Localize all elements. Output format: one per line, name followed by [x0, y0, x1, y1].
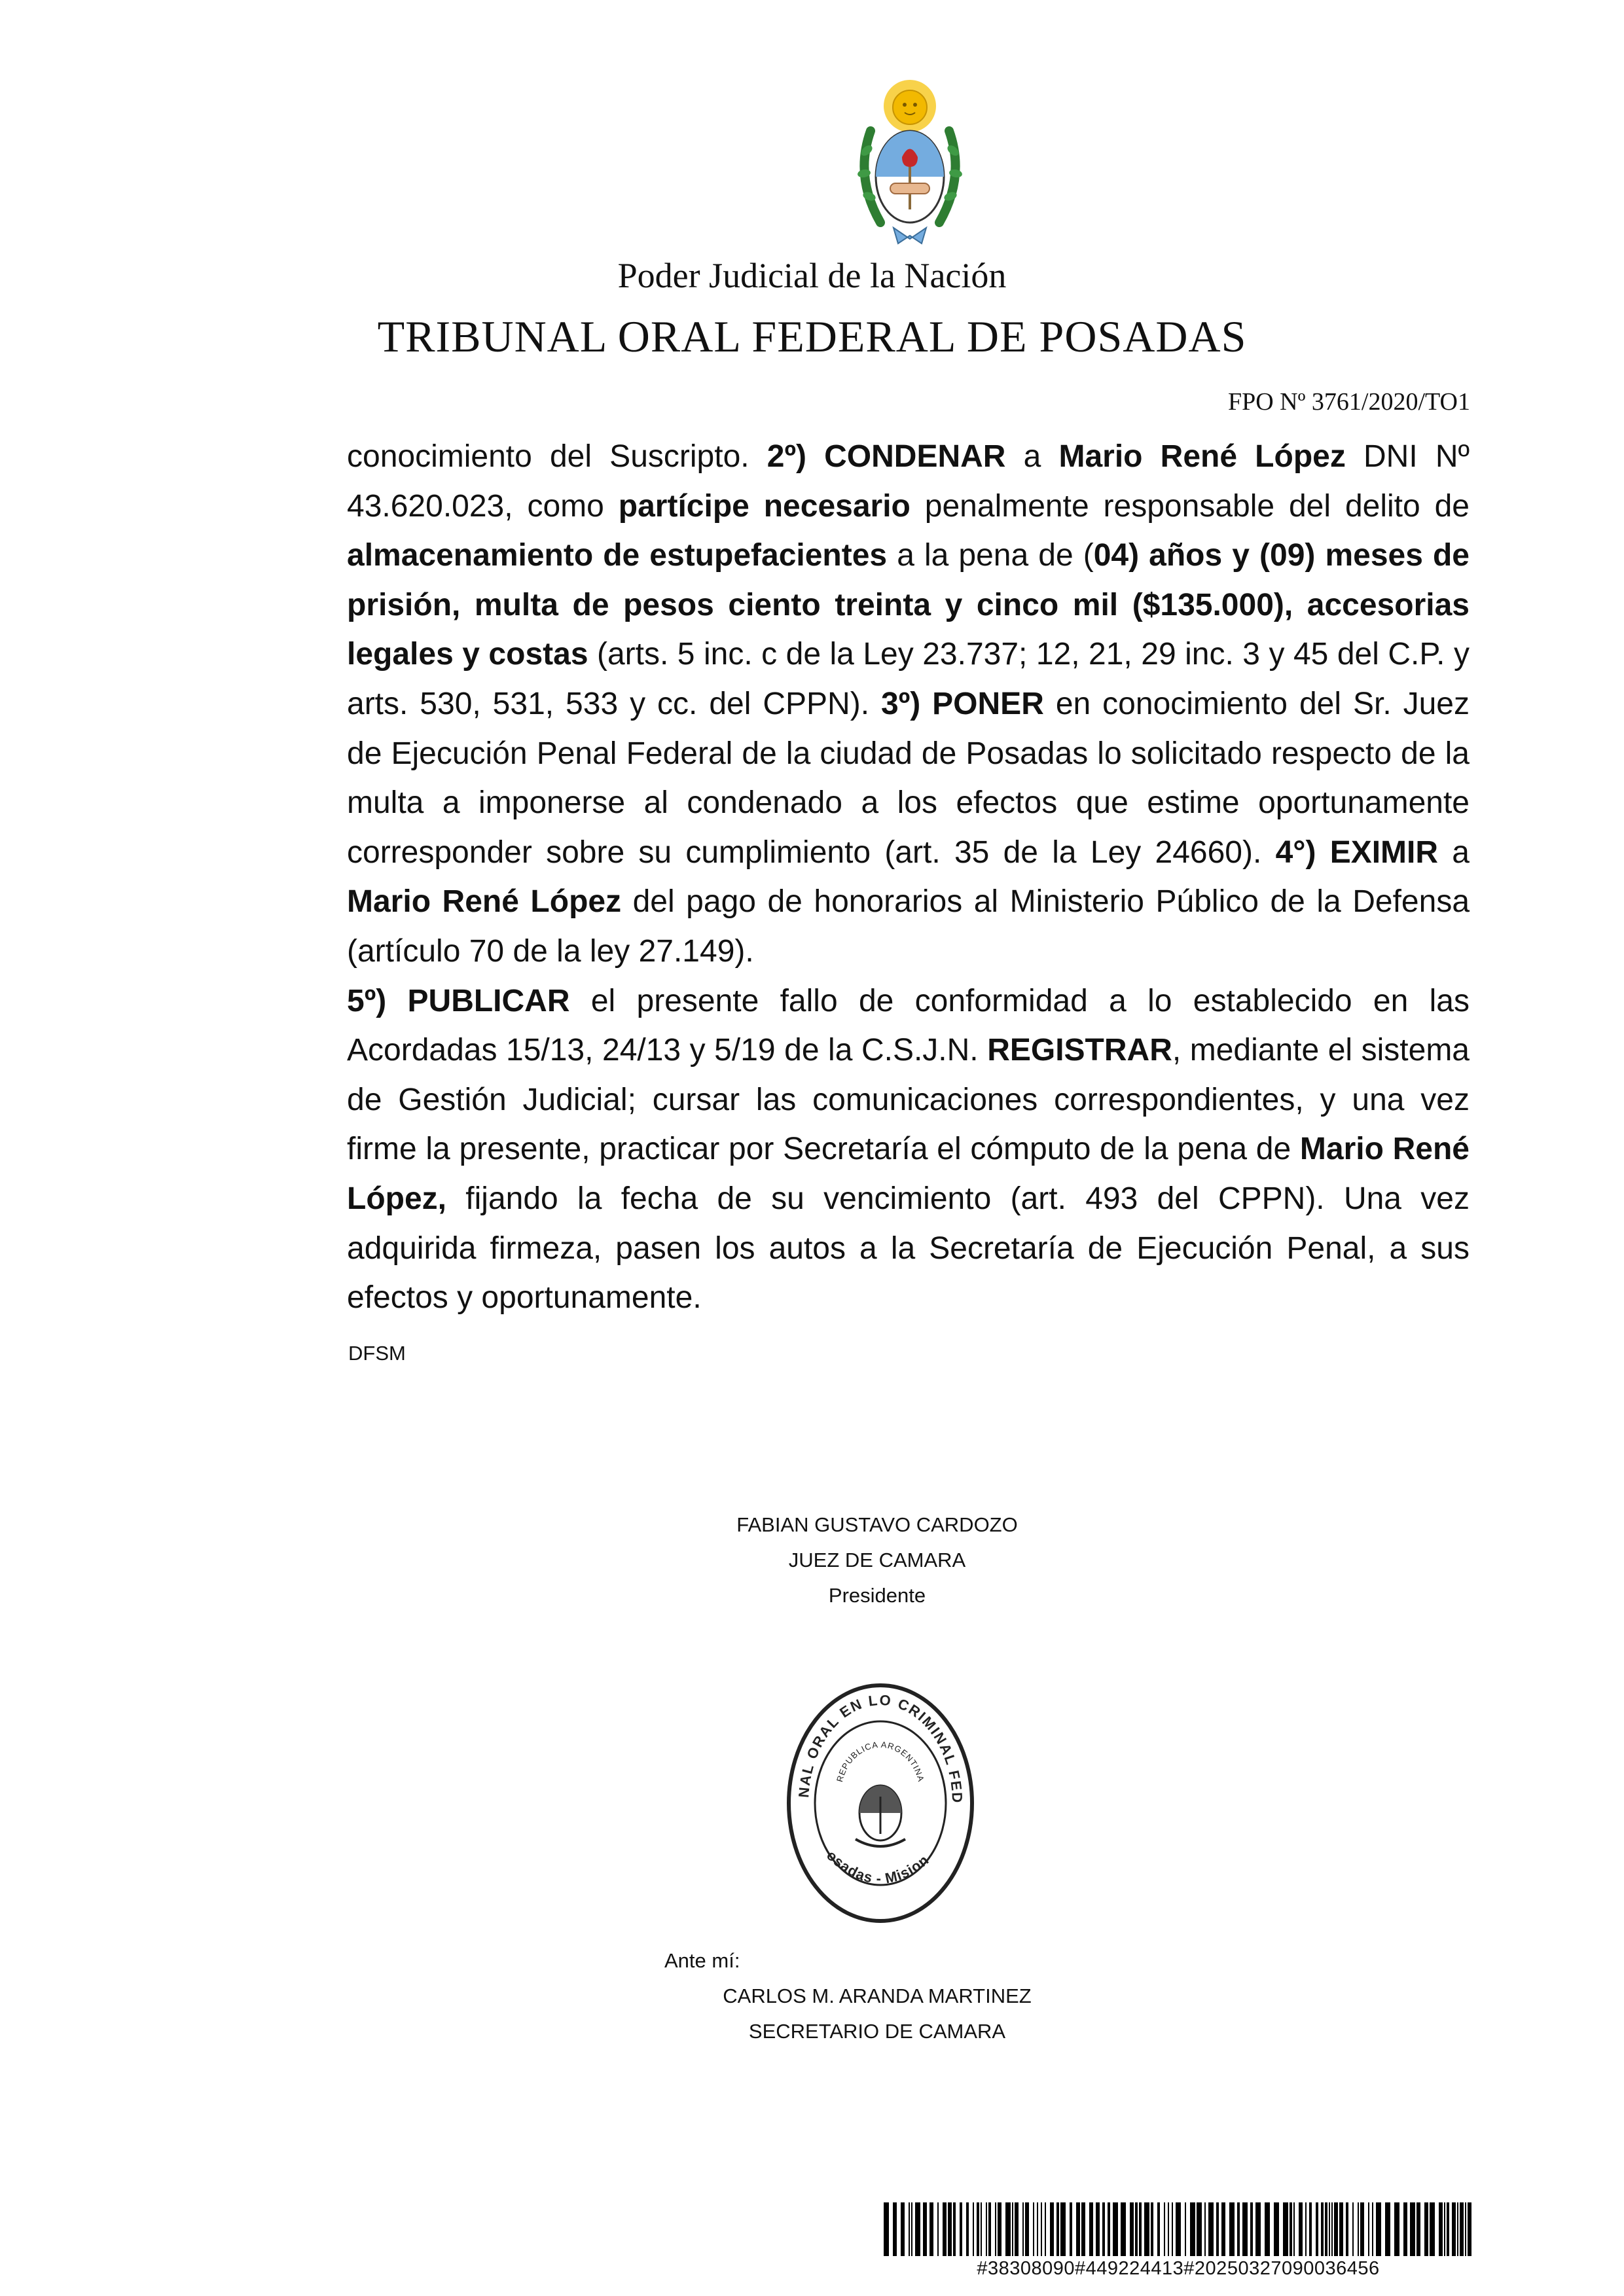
body-text-segment: en conocimiento del Sr. Juez de Ejecución Penal Federal de la ciudad de Posadas lo solicitado respecto de la multa a imponerse al condenado a los efectos que estime oportunamente corresponder sobre su cumplimiento (art. 35 de la Ley 24660).	[347, 686, 1470, 870]
barcode-bar	[909, 2202, 910, 2256]
barcode-bar	[1089, 2202, 1093, 2256]
barcode-bar	[1172, 2202, 1173, 2256]
barcode-bar	[1130, 2202, 1134, 2256]
barcode-bar	[1339, 2202, 1343, 2256]
body-text-segment: penalmente responsable del delito de	[910, 488, 1470, 524]
barcode-bar	[1076, 2202, 1080, 2256]
judge-title: JUEZ DE CAMARA	[788, 1549, 966, 1571]
barcode-bar	[1416, 2202, 1420, 2256]
barcode-bar	[1331, 2202, 1333, 2256]
body-paragraph-2	[347, 977, 1470, 1323]
barcode-bar	[1460, 2202, 1464, 2256]
barcode-bar	[1403, 2202, 1407, 2256]
court-seal-icon	[782, 1682, 979, 1924]
barcode-bar	[1360, 2202, 1364, 2256]
secretary-name: CARLOS M. ARANDA MARTINEZ	[723, 1984, 1032, 2007]
barcode-bar	[1005, 2202, 1011, 2256]
barcode-bar	[1265, 2202, 1270, 2256]
header-court-name: TRIBUNAL ORAL FEDERAL DE POSADAS	[377, 312, 1247, 361]
barcode-bar	[1139, 2202, 1142, 2256]
barcode-bar	[1334, 2202, 1338, 2256]
barcode-bar	[893, 2202, 897, 2256]
body-text-segment: a	[1005, 439, 1059, 474]
barcode	[884, 2202, 1473, 2256]
case-number: FPO Nº 3761/2020/TO1	[1227, 388, 1470, 416]
barcode-bar	[1144, 2202, 1149, 2256]
barcode-bar	[1113, 2202, 1118, 2256]
body-text-segment: del pago de honorarios al Ministerio Público de la Defensa (artículo 70 de la ley 27.149).	[347, 884, 1470, 969]
barcode-bar	[1229, 2202, 1235, 2256]
barcode-bar	[1452, 2202, 1456, 2256]
barcode-bar	[1033, 2202, 1034, 2256]
barcode-bar	[901, 2202, 905, 2256]
barcode-bar	[1290, 2202, 1292, 2256]
barcode-bar	[1070, 2202, 1072, 2256]
body-bold-segment: REGISTRAR	[987, 1033, 1172, 1068]
barcode-bar	[1410, 2202, 1415, 2256]
barcode-bar	[923, 2202, 927, 2256]
barcode-bar	[1444, 2202, 1445, 2256]
barcode-bar	[1045, 2202, 1046, 2256]
body-text-segment: el presente fallo de conformidad a lo establecido en las Acordadas 15/13, 24/13 y 5/19 de la C.S.J.N.	[347, 983, 1470, 1068]
sentence-terms: 04) años y (09) meses de prisión, multa de pesos ciento treinta y cinco mil ($135.000), accesorias legales y costas	[347, 538, 1470, 672]
barcode-bar	[1299, 2202, 1303, 2256]
defendant-name: Mario René López,	[347, 1132, 1470, 1216]
barcode-bar	[1015, 2202, 1019, 2256]
judge-role: Presidente	[828, 1584, 926, 1607]
barcode-bar	[988, 2202, 991, 2256]
barcode-bar	[1176, 2202, 1181, 2256]
barcode-bar	[1190, 2202, 1195, 2256]
barcode-bar	[966, 2202, 969, 2256]
barcode-bar	[1041, 2202, 1042, 2256]
barcode-number: #38308090#449224413#20250327090036456	[977, 2258, 1380, 2279]
body-text-segment: conocimiento del Suscripto.	[347, 439, 767, 474]
barcode-bar	[977, 2202, 979, 2256]
barcode-bar	[1346, 2202, 1348, 2256]
body-bold-segment: 3º) PONER	[881, 686, 1044, 721]
barcode-bar	[1012, 2202, 1013, 2256]
barcode-bar	[1242, 2202, 1248, 2256]
seal-center-text: REPUBLICA ARGENTINA	[834, 1739, 927, 1784]
barcode-bar	[1394, 2202, 1399, 2256]
barcode-bar	[1197, 2202, 1202, 2256]
barcode-bar	[1457, 2202, 1458, 2256]
barcode-bar	[1250, 2202, 1253, 2256]
barcode-bar	[943, 2202, 947, 2256]
barcode-bar	[1309, 2202, 1312, 2256]
barcode-bar	[998, 2202, 1001, 2256]
body-bold-segment: 5º) PUBLICAR	[347, 983, 570, 1018]
barcode-bar	[1108, 2202, 1110, 2256]
barcode-bar	[1221, 2202, 1225, 2256]
barcode-bar	[1316, 2202, 1318, 2256]
barcode-bar	[1447, 2202, 1449, 2256]
barcode-bar	[1168, 2202, 1169, 2256]
barcode-bar	[1135, 2202, 1138, 2256]
body-text-segment: fijando la fecha de su vencimiento (art. 493 del CPPN). Una vez adquirida firmeza, pasen los autos a la Secretaría de Ejecución Penal, a sus efectos y oportunamente.	[347, 1181, 1470, 1316]
barcode-bar	[1293, 2202, 1295, 2256]
barcode-bar	[1468, 2202, 1471, 2256]
barcode-bar	[937, 2202, 939, 2256]
barcode-bar	[1283, 2202, 1288, 2256]
resolution-body	[347, 432, 1470, 1323]
barcode-bar	[986, 2202, 987, 2256]
secretary-title: SECRETARIO DE CAMARA	[748, 2020, 1006, 2043]
ante-mi-label: Ante mí:	[664, 1949, 740, 1972]
barcode-bar	[1056, 2202, 1059, 2256]
body-text-segment: (arts. 5 inc. c de la Ley 23.737; 12, 21, 29 inc. 3 y 45 del C.P. y arts. 530, 531, 533 y cc. del CPPN).	[347, 637, 1470, 721]
barcode-bar	[1372, 2202, 1373, 2256]
body-paragraph-1	[347, 432, 1470, 977]
barcode-bar	[1050, 2202, 1054, 2256]
barcode-bar	[1325, 2202, 1327, 2256]
body-text-segment: , mediante el sistema de Gestión Judicial; cursar las comunicaciones correspondientes, y una vez firme la presente, practicar por Secretaría el cómputo de la pena de	[347, 1033, 1470, 1167]
barcode-bar	[981, 2202, 982, 2256]
barcode-bar	[911, 2202, 912, 2256]
header-institution: Poder Judicial de la Nación	[617, 256, 1007, 295]
barcode-bar	[973, 2202, 974, 2256]
barcode-bar	[948, 2202, 952, 2256]
body-text-segment: a	[1438, 834, 1470, 870]
argentina-coat-of-arms-icon	[851, 79, 969, 249]
barcode-bar	[1208, 2202, 1214, 2256]
body-text-segment: a la pena de (	[887, 538, 1094, 573]
barcode-bar	[1305, 2202, 1307, 2256]
barcode-bar	[1164, 2202, 1165, 2256]
barcode-bar	[1037, 2202, 1038, 2256]
barcode-bar	[1096, 2202, 1100, 2256]
barcode-bar	[1022, 2202, 1024, 2256]
body-bold-segment: 4°) EXIMIR	[1275, 834, 1439, 870]
defendant-name: Mario René López	[347, 884, 622, 920]
barcode-bar	[953, 2202, 956, 2256]
barcode-bar	[1216, 2202, 1219, 2256]
barcode-bar	[1424, 2202, 1428, 2256]
barcode-bar	[884, 2202, 889, 2256]
barcode-bar	[1274, 2202, 1279, 2256]
barcode-bar	[1430, 2202, 1435, 2256]
barcode-bar	[1081, 2202, 1085, 2256]
barcode-bar	[960, 2202, 962, 2256]
barcode-bar	[915, 2202, 920, 2256]
barcode-bar	[1368, 2202, 1369, 2256]
barcode-bar	[995, 2202, 996, 2256]
barcode-bar	[1102, 2202, 1105, 2256]
barcode-bar	[1204, 2202, 1206, 2256]
body-bold-segment: partícipe necesario	[618, 488, 911, 524]
barcode-bar	[1465, 2202, 1466, 2256]
barcode-bar	[1255, 2202, 1261, 2256]
body-text-segment: DNI Nº 43.620.023, como	[347, 439, 1470, 524]
barcode-bar	[1329, 2202, 1330, 2256]
seal-arc-text: NAL ORAL EN LO CRIMINAL FED	[795, 1691, 966, 1804]
body-bold-segment: 2º) CONDENAR	[767, 439, 1006, 474]
barcode-bar	[1358, 2202, 1359, 2256]
barcode-bar	[1385, 2202, 1390, 2256]
barcode-bar	[1376, 2202, 1381, 2256]
defendant-name: Mario René López	[1058, 439, 1346, 474]
barcode-bar	[1439, 2202, 1443, 2256]
barcode-bar	[929, 2202, 933, 2256]
barcode-bar	[1321, 2202, 1324, 2256]
author-initials: DFSM	[348, 1342, 406, 1365]
body-bold-segment: almacenamiento de estupefacientes	[347, 538, 888, 573]
barcode-bar	[1237, 2202, 1240, 2256]
judge-name: FABIAN GUSTAVO CARDOZO	[736, 1513, 1018, 1536]
barcode-bar	[1060, 2202, 1066, 2256]
barcode-bar	[1185, 2202, 1186, 2256]
barcode-bar	[1157, 2202, 1160, 2256]
barcode-bar	[1352, 2202, 1354, 2256]
seal-bottom-text: osadas - Mision	[823, 1846, 932, 1887]
barcode-bar	[1025, 2202, 1029, 2256]
barcode-bar	[1151, 2202, 1153, 2256]
barcode-bar	[1121, 2202, 1126, 2256]
